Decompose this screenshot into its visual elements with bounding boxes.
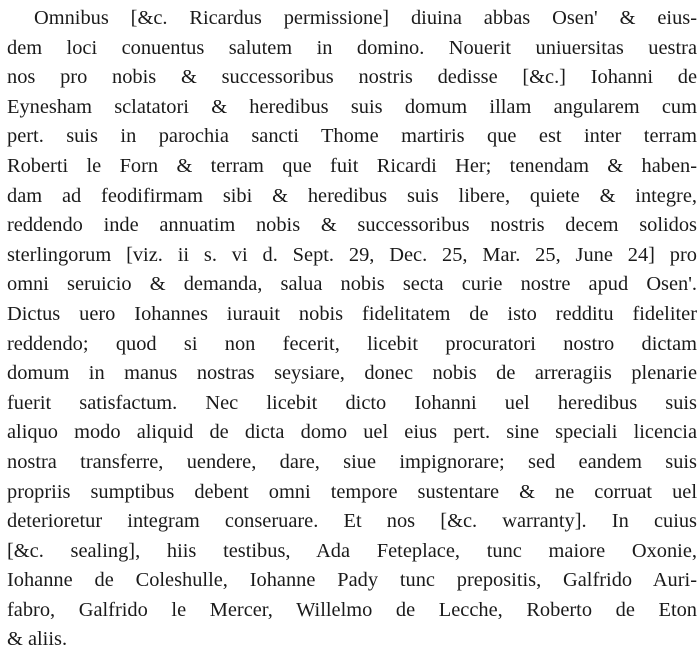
text-line: omni seruicio & demanda, salua nobis secta curie nostre apud Osen'. xyxy=(7,273,697,296)
text-line: Omnibus [&c. Ricardus permissione] diuina abbas Osen' & eius- xyxy=(34,7,697,29)
text-line: & aliis. xyxy=(7,628,68,651)
text-line: reddendo; quod si non fecerit, licebit procuratori nostro dictam xyxy=(7,332,697,355)
text-line: propriis sumptibus debent omni tempore sustentare & ne corruat uel xyxy=(7,480,697,503)
text-line: dem loci conuentus salutem in domino. Nouerit uniuersitas uestra xyxy=(7,36,697,59)
text-line: Iohanne de Coleshulle, Iohanne Pady tunc prepositis, Galfrido Auri- xyxy=(7,569,697,592)
text-line: nos pro nobis & successoribus nostris dedisse [&c.] Iohanni de xyxy=(7,66,697,89)
text-line: aliquo modo aliquid de dicta domo uel eius pert. sine speciali licencia xyxy=(7,421,697,444)
text-line: pert. suis in parochia sancti Thome martiris que est inter terram xyxy=(7,125,697,148)
text-line: nostra transferre, uendere, dare, siue impignorare; sed eandem suis xyxy=(7,450,697,473)
text-line: fuerit satisfactum. Nec licebit dicto Iohanni uel heredibus suis xyxy=(7,391,697,414)
text-line: Eynesham sclatatori & heredibus suis domum illam angularem cum xyxy=(7,95,697,118)
text-line: sterlingorum [viz. ii s. vi d. Sept. 29, Dec. 25, Mar. 25, June 24] pro xyxy=(7,243,697,266)
text-line: Roberti le Forn & terram que fuit Ricardi Her; tenendam & haben- xyxy=(7,154,697,177)
text-line: domum in manus nostras seysiare, donec nobis de arreragiis plenarie xyxy=(7,362,697,385)
text-line: deterioretur integram conseruare. Et nos [&c. warranty]. In cuius xyxy=(7,510,697,533)
text-line: Dictus uero Iohannes iurauit nobis fidelitatem de isto redditu fideliter xyxy=(7,302,697,325)
text-line: reddendo inde annuatim nobis & successoribus nostris decem solidos xyxy=(7,214,697,237)
text-line: dam ad feodifirmam sibi & heredibus suis libere, quiete & integre, xyxy=(7,184,697,207)
text-line: [&c. sealing], hiis testibus, Ada Feteplace, tunc maiore Oxonie, xyxy=(7,539,697,562)
charter-paragraph xyxy=(7,4,697,655)
text-line: fabro, Galfrido le Mercer, Willelmo de Lecche, Roberto de Eton xyxy=(7,598,697,621)
